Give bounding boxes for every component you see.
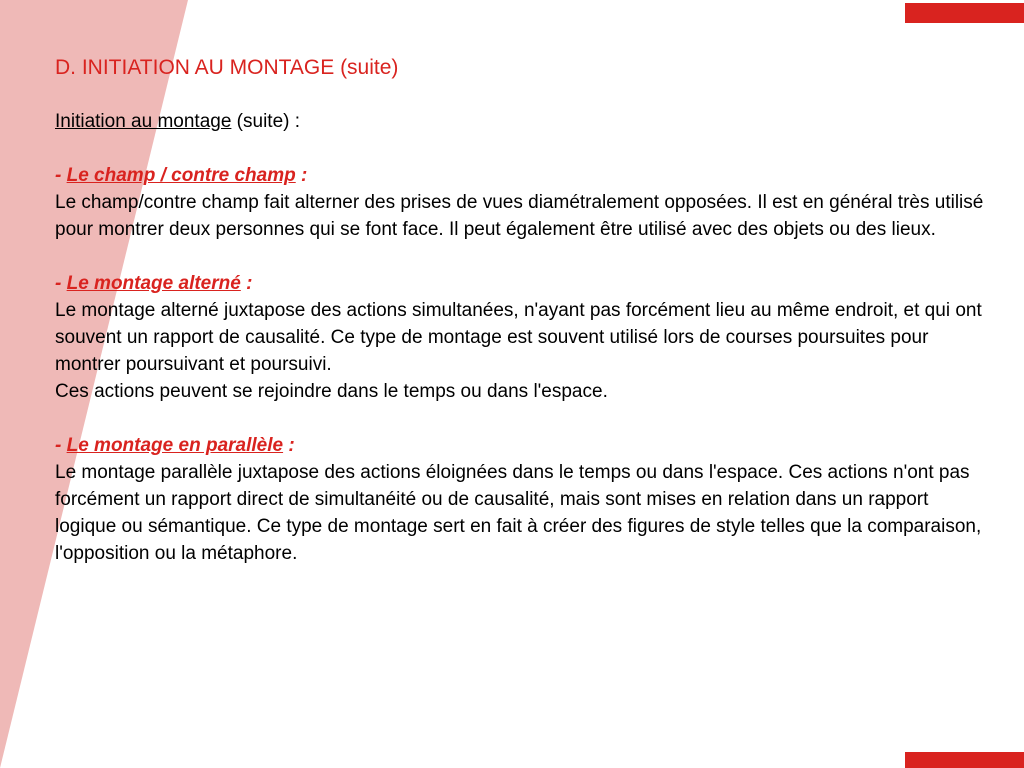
slide-subtitle — [55, 108, 990, 135]
section-paragraph: Ces actions peuvent se rejoindre dans le temps ou dans l'espace. — [55, 381, 608, 402]
section-paragraph: Le champ/contre champ fait alterner des prises de vues diamétralement opposées. Il est en général très utilisé pour montrer deux personnes qui se font face. Il peut également être utilisé avec des objets ou des lieux. — [55, 192, 984, 240]
heading-name: Le montage alterné — [66, 273, 241, 294]
subtitle-underlined: Initiation au montage — [55, 111, 232, 132]
heading-suffix: : — [295, 165, 308, 186]
heading-name: Le montage en parallèle — [66, 435, 284, 456]
section-montage-parallele — [55, 432, 990, 567]
section-heading — [55, 162, 990, 189]
heading-prefix: - — [55, 165, 67, 186]
section-paragraph: Le montage alterné juxtapose des actions simultanées, n'ayant pas forcément lieu au même endroit, et qui ont souvent un rapport de causalité. Ce type de montage est souvent utilisé lors de courses poursuites pour montrer poursuivant et poursuivi. — [55, 300, 982, 375]
top-accent-bar — [905, 3, 1024, 23]
section-champ-contre-champ — [55, 162, 990, 243]
heading-suffix: : — [283, 435, 295, 456]
slide-content — [55, 54, 990, 594]
section-paragraph: Le montage parallèle juxtapose des actions éloignées dans le temps ou dans l'espace. Ces actions n'ont pas forcément un rapport direct de simultanéité ou de causalité, mais sont mises en relation dans un rapport logique ou sémantique. Ce type de montage sert en fait à créer des figures de style telles que la comparaison, l'opposition ou la métaphore. — [55, 462, 982, 564]
heading-name: Le champ / contre champ — [66, 165, 296, 186]
heading-prefix: - — [55, 435, 67, 456]
heading-prefix: - — [55, 273, 67, 294]
section-heading — [55, 432, 990, 459]
section-montage-alterne — [55, 270, 990, 405]
slide-title: D. INITIATION AU MONTAGE (suite) — [55, 56, 399, 79]
heading-suffix: : — [240, 273, 253, 294]
subtitle-rest: (suite) : — [231, 111, 301, 132]
bottom-accent-bar — [905, 752, 1024, 768]
section-heading — [55, 270, 990, 297]
